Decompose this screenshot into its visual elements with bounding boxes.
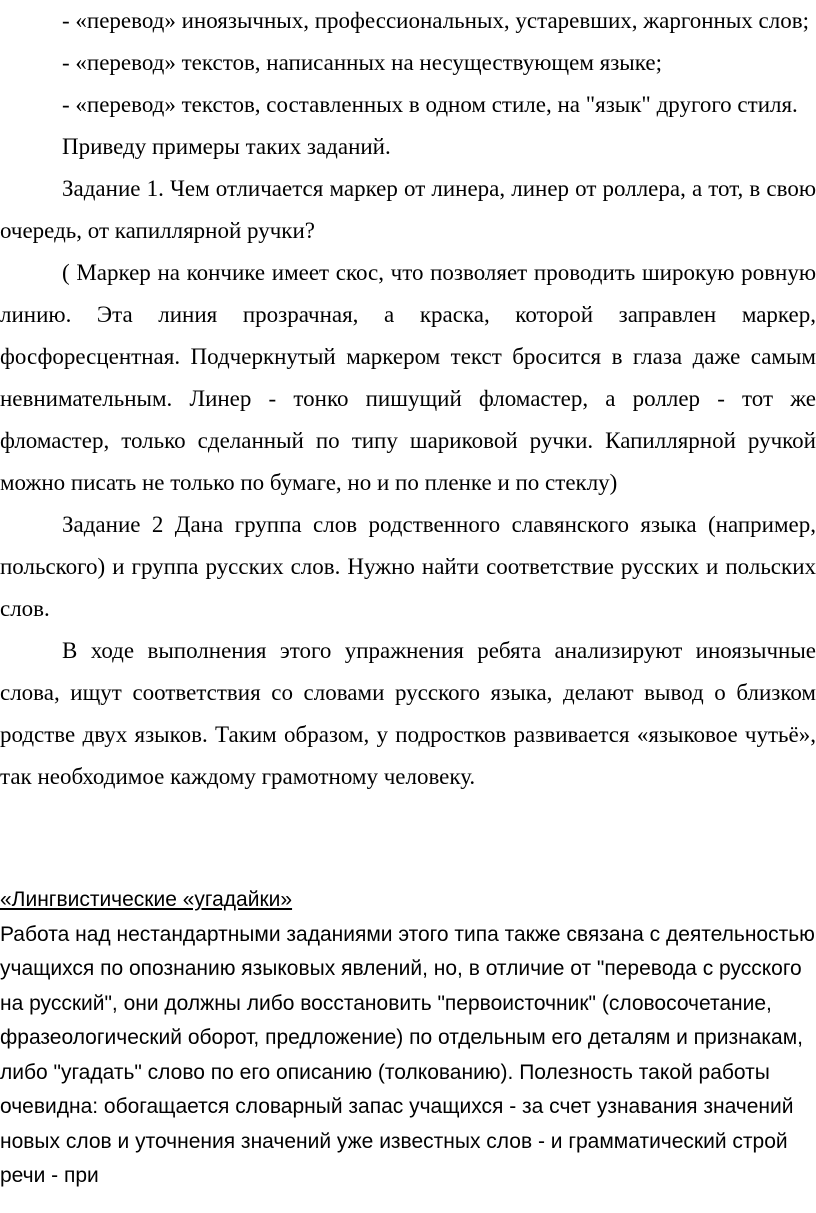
list-item-style-translation: - «перевод» текстов, составленных в одном стиле, на "язык" другого стиля. bbox=[62, 92, 798, 117]
list-item-foreign-words: - «перевод» иноязычных, профессиональных, устаревших, жаргонных слов; bbox=[62, 8, 809, 33]
paragraph-task-1-answer: ( Маркер на кончике имеет скос, что позволяет проводить широкую ровную линию. Эта линия прозрачная, а краска, которой заправлен маркер, фосфоресцентная. Подчеркнутый маркером текст бросится в глаза даже самым невнимательным. Линер - тонко пишущий фломастер, а роллер - тот же фломастер, только сделанный по типу шариковой ручки. Капиллярной ручкой можно писать не только по бумаге, но и по пленке и по стеклу) bbox=[0, 260, 816, 495]
paragraph-examples-intro: Приведу примеры таких заданий. bbox=[62, 134, 391, 159]
paragraph-task-2: Задание 2 Дана группа слов родственного славянского языка (например, польского) и группа русских слов. Нужно найти соответствие русских и польских слов. bbox=[0, 512, 816, 621]
section-heading: «Лингвистические «угадайки» bbox=[0, 888, 293, 911]
paragraph-exercise-outcome: В ходе выполнения этого упражнения ребята анализируют иноязычные слова, ищут соответствия со словами русского языка, делают вывод о близком родстве двух языков. Таким образом, у подростков развивается «языковое чутьё», так необходимое каждому грамотному человеку. bbox=[0, 638, 816, 789]
paragraph-task-1: Задание 1. Чем отличается маркер от линера, линер от роллера, а тот, в свою очередь, от капиллярной ручки? bbox=[0, 176, 816, 243]
section-block bbox=[0, 883, 816, 1194]
section-body: Работа над нестандартными заданиями этого типа также связана с деятельностью учащихся по опознанию языковых явлений, но, в отличие от "перевода с русского на русский", они должны либо восстановить "первоисточник" (словосочетание, фразеологический оборот, предложение) по отдельным его деталям и признакам, либо "угадать" слово по его описанию (толкованию). Полезность такой работы очевидна: обогащается словарный запас учащихся - за счет узнавания значений новых слов и уточнения значений уже известных слов - и грамматический строй речи - при bbox=[0, 922, 815, 1187]
list-item-nonexistent-language: - «перевод» текстов, написанных на несуществующем языке; bbox=[62, 50, 662, 75]
